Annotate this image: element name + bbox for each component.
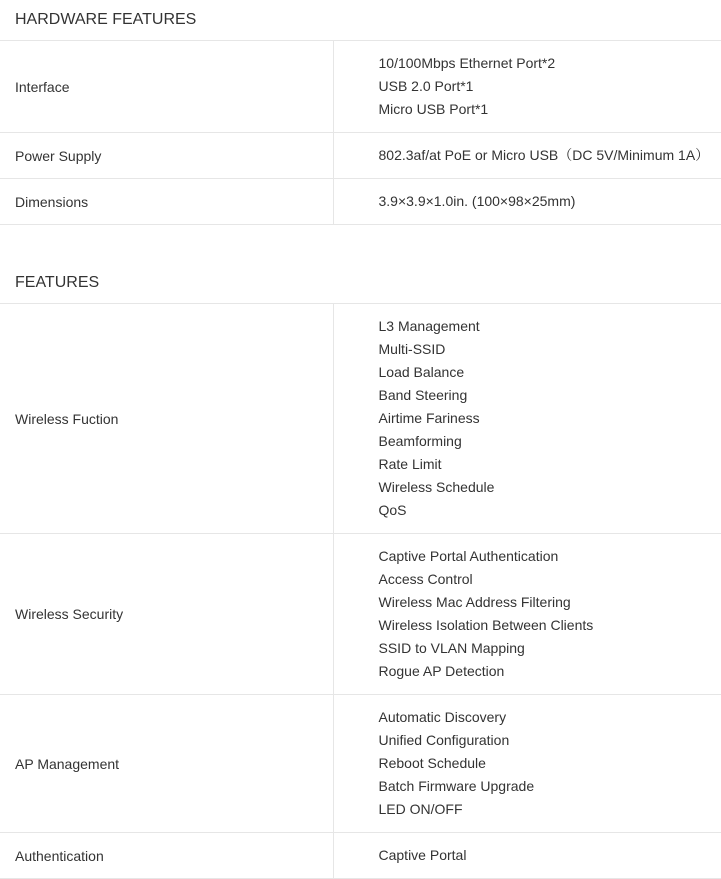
spec-value-list xyxy=(379,696,721,831)
spec-label: AP Management xyxy=(0,695,333,833)
spec-value: QoS xyxy=(378,502,407,518)
spec-value: Reboot Schedule xyxy=(378,755,486,771)
spec-value: Wireless Isolation Between Clients xyxy=(378,617,594,633)
spec-value: L3 Management xyxy=(378,318,480,334)
spec-value-cell xyxy=(333,534,721,695)
spec-value: 10/100Mbps Ethernet Port*2 xyxy=(378,55,556,71)
spec-value: Unified Configuration xyxy=(378,732,510,748)
spec-value: USB 2.0 Port*1 xyxy=(378,78,474,94)
spec-value: Wireless Mac Address Filtering xyxy=(378,594,571,610)
spec-value-cell xyxy=(333,41,721,133)
spec-value: Micro USB Port*1 xyxy=(378,101,489,117)
spec-value: Band Steering xyxy=(378,387,468,403)
spec-value-cell xyxy=(333,833,721,879)
spec-value-list xyxy=(379,134,721,177)
features-section xyxy=(0,261,721,879)
spec-row xyxy=(0,179,721,225)
spec-value-cell xyxy=(333,133,721,179)
hardware-spec-table xyxy=(0,41,721,225)
spec-value: LED ON/OFF xyxy=(378,801,463,817)
features-spec-rows xyxy=(0,304,721,879)
spec-value-cell xyxy=(333,179,721,225)
spec-label: Power Supply xyxy=(0,133,333,179)
spec-value: Rate Limit xyxy=(378,456,442,472)
spec-value: Multi-SSID xyxy=(378,341,446,357)
spec-value-list xyxy=(379,535,721,693)
spec-label: Dimensions xyxy=(0,179,333,225)
spec-value: Airtime Fariness xyxy=(378,410,480,426)
spec-label: Wireless Fuction xyxy=(0,304,333,534)
spec-value: 3.9×3.9×1.0in. (100×98×25mm) xyxy=(378,193,576,209)
spec-label: Interface xyxy=(0,41,333,133)
spec-label: Authentication xyxy=(0,833,333,879)
spec-row xyxy=(0,304,721,534)
spec-row xyxy=(0,41,721,133)
spec-value-list xyxy=(379,834,721,877)
spec-value: Load Balance xyxy=(378,364,465,380)
spec-row xyxy=(0,133,721,179)
spec-value-list xyxy=(379,305,721,532)
section-title-hardware: HARDWARE FEATURES xyxy=(0,0,721,41)
spec-value-cell xyxy=(333,304,721,534)
spec-value-list xyxy=(379,180,721,223)
spec-value: 802.3af/at PoE or Micro USB（DC 5V/Minimum 1A） xyxy=(378,147,710,163)
spec-row xyxy=(0,833,721,879)
spec-value: Wireless Schedule xyxy=(378,479,495,495)
spec-value: Beamforming xyxy=(378,433,462,449)
spec-value-cell xyxy=(333,695,721,833)
hardware-spec-rows xyxy=(0,41,721,225)
spec-value: Access Control xyxy=(378,571,473,587)
spec-value: Captive Portal xyxy=(378,847,467,863)
spec-value: Captive Portal Authentication xyxy=(378,548,559,564)
spec-label: Wireless Security xyxy=(0,534,333,695)
spec-row xyxy=(0,695,721,833)
spec-value: SSID to VLAN Mapping xyxy=(378,640,525,656)
section-title-features: FEATURES xyxy=(0,261,721,304)
spec-value: Rogue AP Detection xyxy=(378,663,505,679)
spec-value: Batch Firmware Upgrade xyxy=(378,778,535,794)
hardware-features-section xyxy=(0,0,721,225)
spec-row xyxy=(0,534,721,695)
section-gap xyxy=(0,225,721,261)
spec-value: Automatic Discovery xyxy=(378,709,507,725)
spec-value-list xyxy=(379,42,721,131)
features-spec-table xyxy=(0,304,721,879)
